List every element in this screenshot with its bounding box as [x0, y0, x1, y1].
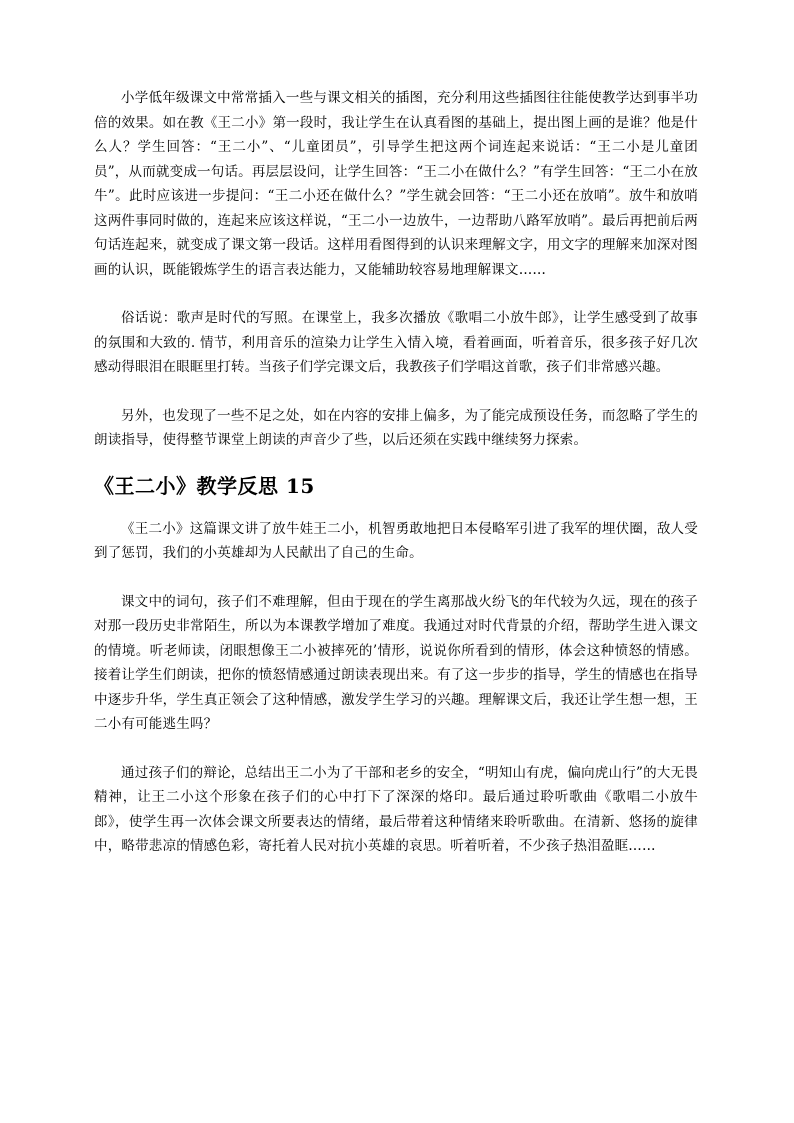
- paragraph-background: 课文中的词句，孩子们不难理解，但由于现在的学生离那战火纷飞的年代较为久远，现在的孩子对那一段历史非常陌生，所以为本课教学增加了难度。我通过对时代背景的介绍，帮助学生进入课文的情境。听老师读，闭眼想像王二小被摔死的’情形，说说你所看到的情形，体会这种愤怒的情感。接着让学生们朗读，把你的愤怒情感通过朗读表现出来。有了这一步步的指导，学生的情感也在指导中逐步升华，学生真正领会了这种情感，激发学生学习的兴趣。理解课文后，我还让学生想一想，王二小有可能逃生吗？: [94, 593, 698, 732]
- document-page: [94, 86, 698, 859]
- paragraph-debate: 通过孩子们的辩论，总结出王二小为了干部和老乡的安全，“明知山有虎，偏向虎山行”的大无畏精神，让王二小这个形象在孩子们的心中打下了深深的烙印。最后通过聆听歌曲《歌唱二小放牛郎》，使学生再一次体会课文所要表达的情绪，最后带着这种情绪来聆听歌曲。在清新、悠扬的旋律中，略带悲凉的情感色彩，寄托着人民对抗小英雄的哀思。听着听着，不少孩子热泪盈眶……: [94, 764, 698, 854]
- paragraph-music: 俗话说：歌声是时代的写照。在课堂上，我多次播放《歌唱二小放牛郎》，让学生感受到了故事的氛围和大致的. 情节，利用音乐的渲染力让学生入情入境，看着画面，听着音乐，很多孩子好几次感动得眼泪在眼眶里打转。当孩子们学完课文后，我教孩子们学唱这首歌，孩子们非常感兴趣。: [94, 310, 698, 375]
- section-heading: 《王二小》教学反思 15: [94, 473, 315, 498]
- paragraph-illustrations: 小学低年级课文中常常插入一些与课文相关的插图，充分利用这些插图往往能使教学达到事半功倍的效果。如在教《王二小》第一段时，我让学生在认真看图的基础上，提出图上画的是谁？他是什么人？学生回答：“王二小”、“儿童团员”，引导学生把这两个词连起来说话：“王二小是儿童团员”，从而就变成一句话。再层层设问，让学生回答：“王二小在做什么？”有学生回答：“王二小在放牛”。此时应该进一步提问：“王二小还在做什么？”学生就会回答：“王二小还在放哨”。放牛和放哨这两件事同时做的，连起来应该这样说，“王二小一边放牛，一边帮助八路军放哨”。最后再把前后两句话连起来，就变成了课文第一段话。这样用看图得到的认识来理解文字，用文字的理解来加深对图画的认识，既能锻炼学生的语言表达能力，又能辅助较容易地理解课文……: [94, 90, 698, 278]
- paragraph-summary: 《王二小》这篇课文讲了放牛娃王二小，机智勇敢地把日本侵略军引进了我军的埋伏圈，敌人受到了惩罚，我们的小英雄却为人民献出了自己的生命。: [94, 520, 698, 561]
- paragraph-shortcomings: 另外，也发现了一些不足之处，如在内容的安排上偏多，为了能完成预设任务，而忽略了学生的朗读指导，使得整节课堂上朗读的声音少了些，以后还须在实践中继续努力探索。: [94, 407, 698, 448]
